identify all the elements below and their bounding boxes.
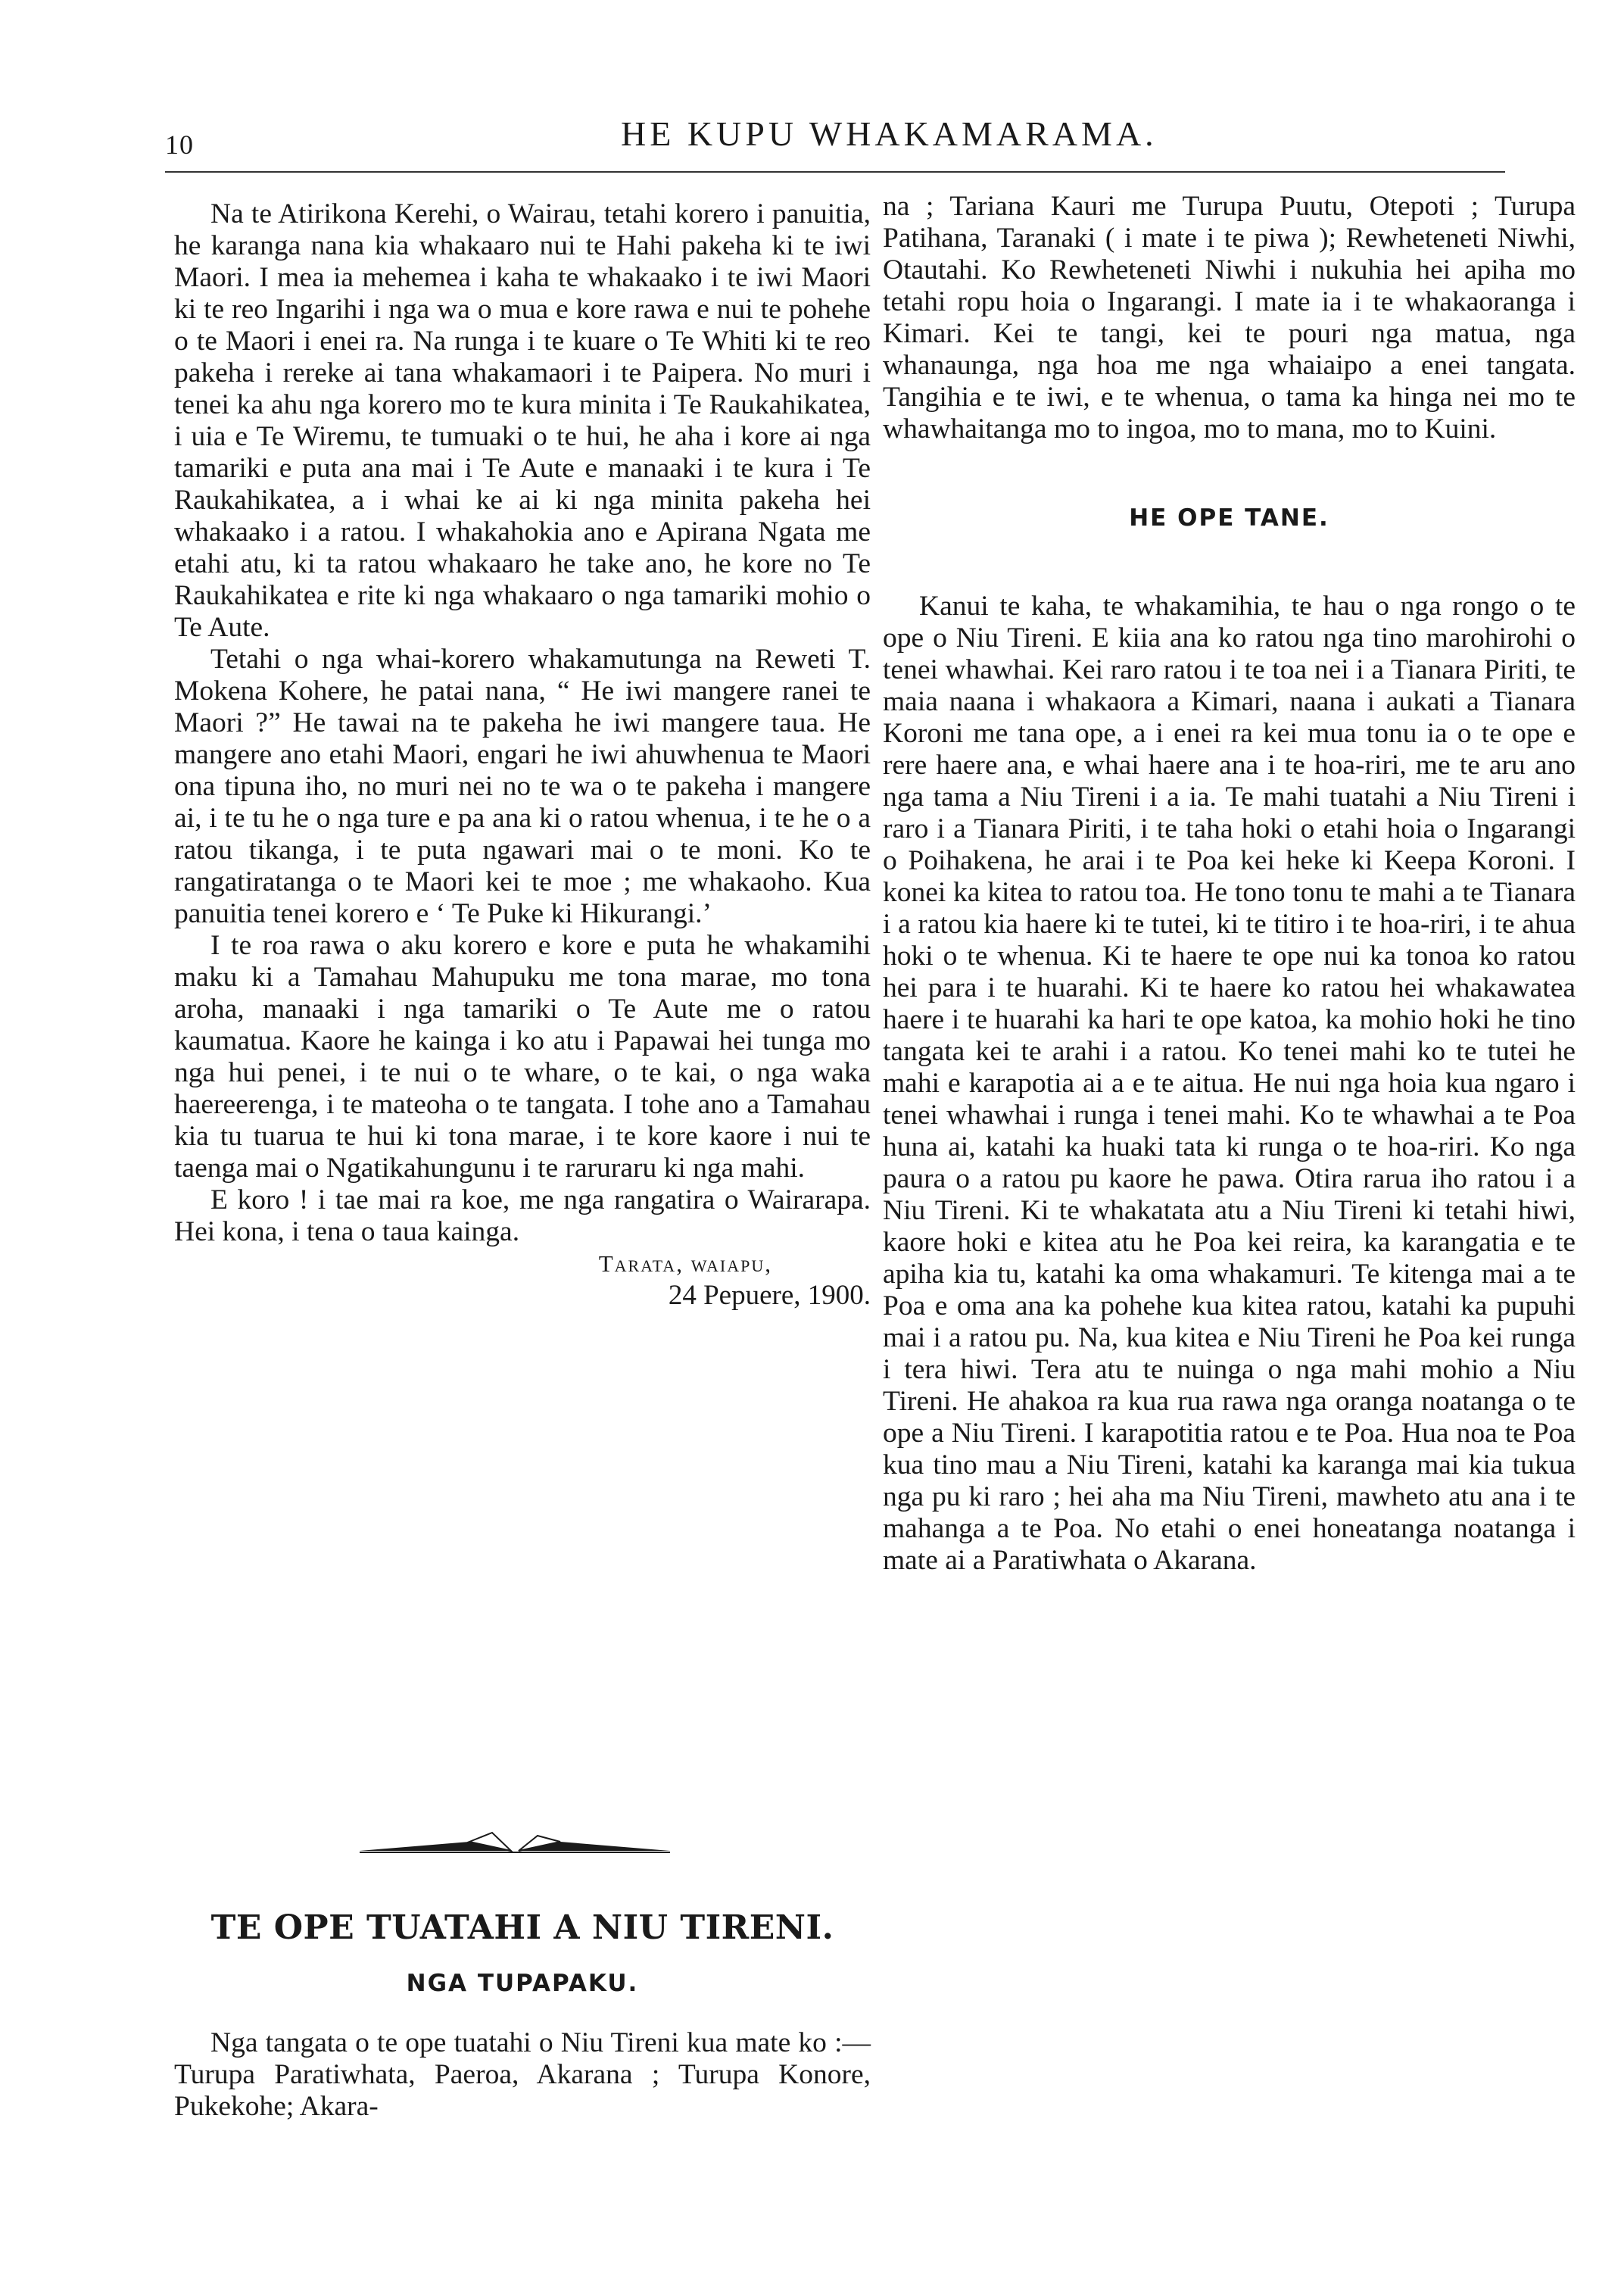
section-paragraph: Kanui te kaha, te whakamihia, te hau o nga rongo o te ope o Niu Tireni. E kiia ana ko ratou nga tino marohirohi o tenei whawhai. Kei raro ratou i te toa nei i a Tianara Piriti, te maia naana i whakaora a Kimari, naana i aukati a Tianara Koroni me tana ope, a i enei ra kei mua tonu ia o te ope e rere haere ana, e whai haere ana i te hoa-riri, me te aru ano nga tama a Niu Tireni i a ia. Te mahi tuatahi a Niu Tireni i raro i a Tianara Piriti, i te taha hoki o etahi hoia o Ingarangi o Poihakena, he arai i te Poa kei heke ki Keepa Koroni. I konei ka kitea to ratou toa. He tono tonu te mahi a te Tianara i a ratou kia haere ki te tutei, ki te titiro i te hoa-riri, i te ahua hoki o te whenua. Ki te haere te ope nui ka tonoa ko ratou hei para i te huarahi. Ki te haere ko ratou hei whakawatea haere i te huarahi ka hari te ope katoa, ka mohio hoki he tino tangata kei te arahi i a ratou. Ko tenei mahi ko te tutei he mahi e karapotia ai a e te aitua. He nui nga hoia kua ngaro i tenei whawhai i runga i tenei mahi. Ko te whawhai a te Poa huna ai, katahi ka huaki tata ki runga o te hoa-riri. Ko nga paura o a ratou pu kaore he pawa. Otira rarua iho ratou i a Niu Tireni. Ki te whakatata atu a Niu Tireni ki tetahi hiwi, kaore hoki e kitea atu he Poa kei reira, ka karangatia e te apiha kia tu, katahi ka oma whakamuri. Te kitenga mai a te Poa e oma ana ka pohehe kua kitea ratou, katahi ka pupuhi mai i a ratou pu. Na, kua kitea e Niu Tireni he Poa kei runga i tera hiwi. Tera atu te nuinga o nga mahi mohio a Niu Tireni. He ahakoa ra kua rua rawa nga oranga noatanga o te ope a Niu Tireni. I karapotitia ratou e te Poa. Hua noa te Poa kua tino mau a Niu Tireni, katahi ka karanga mai kia tukua nga pu ki raro ; hei aha ma Niu Tireni, mawheto atu ana i te mahanga a te Poa. No etahi o enei honeatanga noatanga i mate ai a Paratiwhata o Akarana. — [883, 591, 1576, 1576]
section-subtitle: NGA TUPAPAKU. — [406, 1970, 639, 1997]
signature-date: 24 Pepuere, 1900. — [668, 1280, 871, 1311]
header-rule — [165, 171, 1505, 173]
left-column — [174, 198, 871, 1312]
section-paragraph: Nga tangata o te ope tuatahi o Niu Tireni kua mate ko :— Turupa Paratiwhata, Paeroa, Akarana ; Turupa Konore, Pukekohe; Akara- — [174, 2027, 871, 2122]
article-paragraph: Na te Atirikona Kerehi, o Wairau, tetahi korero i panuitia, he karanga nana kia whakaaro nui te Hahi pakeha ki te iwi Maori. I mea ia mehemea i kaha te whakaako i te iwi Maori ki te reo Ingarihi i nga wa o mua e kore rawa e nui te pohehe o te Maori i enei ra. Na runga i te kuare o Te Whiti ki te reo pakeha i rereke ai tana whakamaori i te Paipera. No muri i tenei ka ahu nga korero mo te kura minita i Te Raukahikatea, i uia e Te Wiremu, te tumuaki o te hui, he aha i kore ai nga tamariki e puta ana mai i Te Aute e manaaki i te kura i Te Raukahikatea, a i whai ke ai ki nga minita pakeha hei whakaako i a ratou. I whakahokia ano e Apirana Ngata me etahi atu, ki ta ratou whakaaro he take ano, he kore no Te Raukahikatea e rite ki nga whakaaro o nga tamariki mohio o Te Aute. — [174, 198, 871, 643]
section-title: TE OPE TUATAHI A NIU TIRENI. — [210, 1908, 834, 1947]
left-section — [174, 1908, 871, 2123]
continued-paragraph: na ; Tariana Kauri me Turupa Puutu, Otepoti ; Turupa Patihana, Taranaki ( i mate i te piwa ); Rewheteneti Niwhi, Otautahi. Ko Rewheteneti Niwhi i nukuhia hei apiha mo tetahi ropu hoia o Ingarangi. I mate ia i te whakaoranga i Kimari. Kei te tangi, kei te pouri nga matua, nga whanaunga, nga hoa me nga whaiaipo a enei tangata. Tangihia e te iwi, e te whenua, o tama ka hinga nei mo te whawhaitanga mo to ingoa, mo to mana, mo to Kuini. — [883, 191, 1576, 445]
article-paragraph: E koro ! i tae mai ra koe, me nga rangatira o Wairarapa. Hei kona, i tena o taua kainga. — [174, 1184, 871, 1247]
ornament-divider — [356, 1827, 674, 1864]
article-paragraph: Tetahi o nga whai-korero whakamutunga na Reweti T. Mokena Kohere, he patai nana, “ He iwi mangere ranei te Maori ?” He tawai na te pakeha he iwi mangere taua. He mangere ano etahi Maori, engari he iwi ahuwhenua te Maori ona tipuna iho, no muri nei no te wa o te pakeha i mangere ai, i te tu he o nga ture e pa ana ki o ratou whenua, i te he o a ratou tikanga, i te puta ngawari mai o te moni. Ko te rangatiratanga o te Maori kei te moe ; me whakaoho. Kua panuitia tenei korero e ‘ Te Puke ki Hikurangi.’ — [174, 644, 871, 929]
right-column — [883, 191, 1576, 1577]
section-title: HE OPE TANE. — [1129, 504, 1329, 532]
running-title: HE KUPU WHAKAMARAMA. — [621, 114, 1158, 153]
signature-name: Tarata, waiapu, — [598, 1250, 772, 1277]
page-number: 10 — [165, 129, 194, 160]
article-paragraph: I te roa rawa o aku korero e kore e puta he whakamihi maku ki a Tamahau Mahupuku me tona marae, mo tona aroha, manaaki i nga tamariki o Te Aute me o ratou kaumatua. Kaore he kainga i ko atu i Papawai hei tunga mo nga hui penei, i te nui o te whare, o te kai, o nga waka haereerenga, i te mateoha o te tangata. I tohe ano a Tamahau kia tu tuarua te hui ki tona marae, i te kore kaore i nui te taenga mai o Ngatikahungunu i te raruraru ki nga mahi. — [174, 930, 871, 1184]
